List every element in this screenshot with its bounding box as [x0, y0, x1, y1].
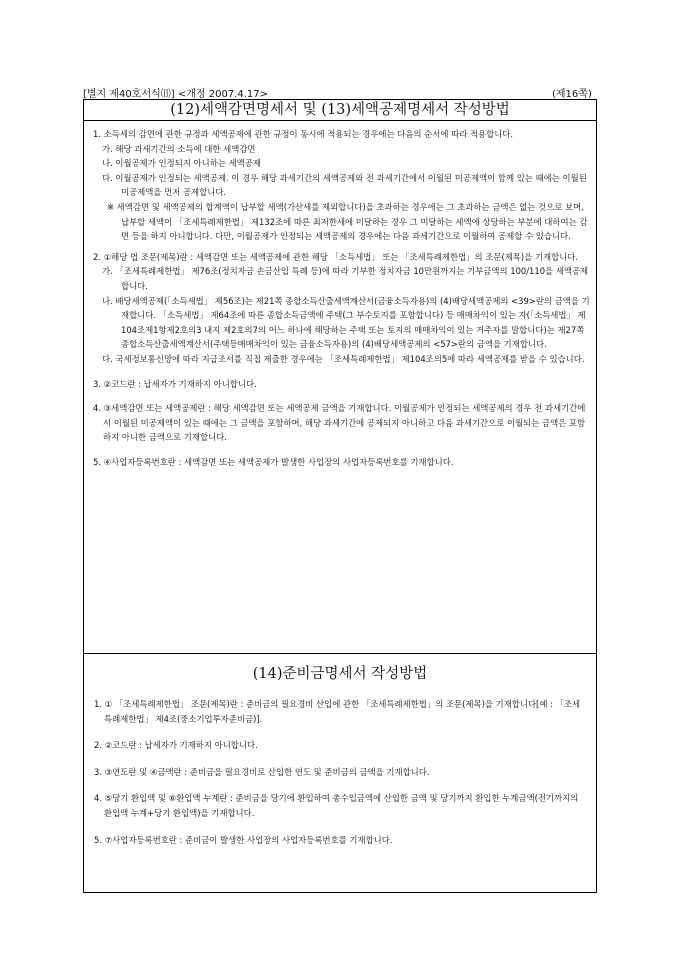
instruction-item: 다. 국세정보통신망에 따라 지급조서를 직접 제출한 경우에는 「조세특례제한법」 제104조의5에 따라 세액공제를 받을 수 있습니다.: [102, 353, 585, 364]
instruction-item: 나. 이월공제가 인정되지 아니하는 세액공제: [102, 158, 261, 169]
instruction-item: 4. ⑤당기 환입액 및 ⑥환입액 누계란 : 준비금을 당기에 환입하여 총수입금액에 산입한 금액 및 당기까지 환입한 누계금액(전기까지의 환입액 누계+당기 환입액)을 기재합니다.: [94, 793, 579, 818]
section-box-reserve: [83, 653, 597, 893]
section-instructions: [84, 684, 596, 847]
section-title: (14)준비금명세서 작성방법: [252, 666, 428, 682]
instruction-item: 가. 해당 과세기간의 소득에 대한 세액감면: [102, 143, 256, 154]
section-box-tax-credit: [83, 99, 597, 653]
instruction-item: 나. 배당세액공제(「소득세법」 제56조)는 제21쪽 종합소득산출세액계산서(금융소득자용)의 (4)배당세액공제의 <39>란의 금액을 기재합니다. 「소득세법」 제64조에 따른 종합소득금액에 주택(그 부수토지를 포함합니다) 등 매매차익이 있는 자(「소득세법」 제104조제1항제2호의3 내지 제2호의7의 어느 하나에 해당하는 주택 또는 토지의 매매차익이 있는 거주자를 말합니다)는 제27쪽 종합소득산출세액계산서(주택등매매차익이 있는 금융소득자용)의 (4)배당세액공제의 <57>란의 금액을 기재합니다.: [102, 295, 590, 350]
instruction-item: 2. ①해당 법 조문(제목)란 : 세액감면 또는 세액공제에 관한 해당 「소득세법」 또는 「조세특례제한법」의 조문(제목)을 기재합니다.: [93, 251, 579, 262]
instruction-item: 3. ③연도란 및 ④금액란 : 준비금을 필요경비로 산입한 연도 및 준비금의 금액을 기재합니다.: [94, 766, 430, 777]
section-title: (12)세액감면명세서 및 (13)세액공제명세서 작성방법: [84, 100, 596, 121]
instruction-item: 1. ① 「조세특례제한법」 조문(제목)란 : 준비금의 필요경비 산입에 관한 「조세특례제한법」의 조문(제목)을 기재합니다[예 : 「조세특례제한법」 제4조(중소기업투자준비금)].: [94, 699, 581, 724]
instruction-item: 3. ②코드란 : 납세자가 기재하지 아니합니다.: [93, 378, 257, 389]
instruction-item: ※ 세액감면 및 세액공제의 합계액이 납부할 세액(가산세를 제외합니다)을 초과하는 경우에는 그 초과하는 금액은 없는 것으로 보며, 납부할 세액이 「조세특례제한법」 제132조에 따른 최저한세에 미달하는 경우 그 미달하는 세액에 상당하는 부분에 대하여는 감면 등을 하지 아니합니다. 다만, 이월공제가 인정되는 세액공제의 경우에는 다음 과세기간으로 이월하여 공제할 수 있습니다.: [107, 201, 588, 242]
form-label: [별지 제40호서식⑾] <개정 2007.4.17>: [83, 89, 268, 100]
page-label: (제16쪽): [552, 89, 592, 100]
instruction-item: 5. ⑦사업자등록번호란 : 준비금이 발생한 사업장의 사업자등록번호를 기재합니다.: [94, 834, 393, 845]
section-instructions: [84, 121, 596, 469]
instruction-item: 4. ③세액감면 또는 세액공제란 : 해당 세액감면 또는 세액공제 금액을 기재합니다. 이월공제가 인정되는 세액공제의 경우 전 과세기간에서 이월된 미공제액이 있는 때에는 그 금액을 포함하며, 해당 과세기간에 공제되지 아니하고 다음 과세기간으로 이월되는 금액은 포함하지 아니한 금액으로 기재합니다.: [93, 403, 586, 443]
instruction-item: 5. ④사업자등록번호란 : 세액감면 또는 세액공제가 발생한 사업장의 사업자등록번호를 기재합니다.: [93, 456, 454, 467]
instruction-item: 1. 소득세의 감면에 관한 규정과 세액공제에 관한 규정이 동시에 적용되는 경우에는 다음의 순서에 따라 적용합니다.: [93, 129, 514, 139]
instruction-item: 다. 이월공제가 인정되는 세액공제. 이 경우 해당 과세기간의 세액공제와 전 과세기간에서 이월된 미공제액이 함께 있는 때에는 이월된 미공제액을 먼저 공제합니다.: [102, 172, 587, 198]
instruction-item: 2. ②코드란 : 납세자가 기재하지 아니합니다.: [94, 740, 258, 751]
instruction-item: 가. 「조세특례제한법」 제76조(정치자금 손금산입 특례 등)에 따라 기부한 정치자금 10만원까지는 기부금액의 100/110을 세액공제합니다.: [102, 266, 589, 291]
